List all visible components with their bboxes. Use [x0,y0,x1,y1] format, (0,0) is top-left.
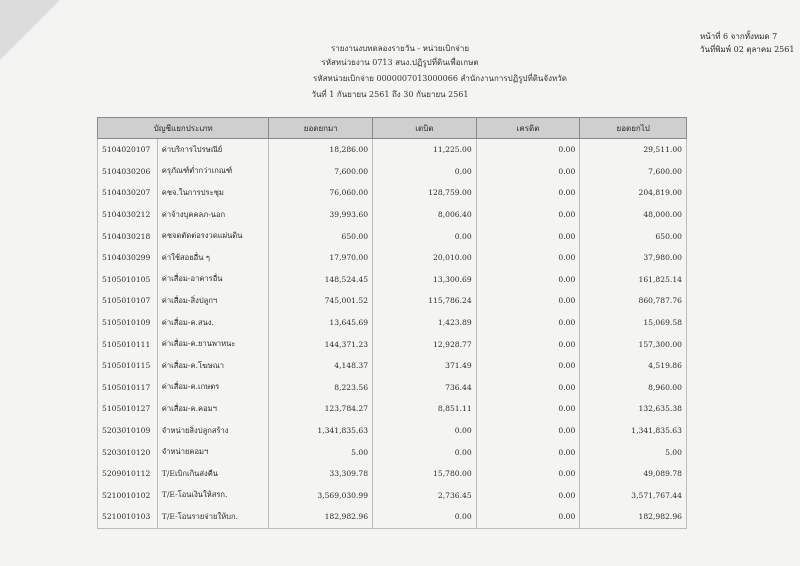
account-code: 5203010109 [98,420,158,442]
table-row [97,225,687,247]
page-number: หน้าที่ 6 จากทั้งหมด 7 [700,32,778,41]
carried-forward-value: 650.00 [655,231,682,241]
account-code: 5105010111 [98,333,158,355]
account-name: ค่าเสื่อม-ค.สนง. [158,312,270,334]
carried-forward-value: 8,960.00 [648,382,682,392]
brought-forward-value: 7,600.00 [269,161,373,183]
debit-value: 8,851.11 [373,398,477,420]
col-carried-forward: ยอดยกไป [616,123,650,133]
account-code: 5209010112 [98,463,158,485]
account-code: 5104030218 [98,225,158,247]
table-body [97,139,687,529]
credit-value: 0.00 [477,204,581,226]
col-brought-forward: ยอดยกมา [269,118,373,138]
table-row [97,441,687,463]
account-name: ครุภัณฑ์ต่ำกว่าเกณฑ์ [158,161,270,183]
credit-value: 0.00 [477,269,581,291]
credit-value: 0.00 [477,398,581,420]
table-row [97,463,687,485]
col-debit: เดบิต [373,118,477,138]
carried-forward-value: 4,519.86 [648,361,682,371]
credit-value: 0.00 [477,290,581,312]
account-code: 5104030207 [98,182,158,204]
credit-value: 0.00 [477,182,581,204]
carried-forward-value: 37,980.00 [643,253,682,263]
credit-value: 0.00 [477,247,581,269]
credit-value: 0.00 [477,377,581,399]
credit-value: 0.00 [477,161,581,183]
account-code: 5104030206 [98,161,158,183]
table-row [97,161,687,183]
debit-value: 13,300.69 [373,269,477,291]
debit-value: 0.00 [373,441,477,463]
carried-forward-value: 204,819.00 [638,188,682,198]
account-code: 5105010109 [98,312,158,334]
brought-forward-value: 148,524.45 [269,269,373,291]
account-code: 5203010120 [98,441,158,463]
table-row [97,290,687,312]
debit-value: 0.00 [373,506,477,528]
carried-forward-value: 182,982.96 [638,512,682,522]
account-name: T/E-โอนรายจ่ายให้บก. [158,506,270,528]
carried-forward-value: 49,089.78 [643,469,682,479]
debit-value: 115,786.24 [373,290,477,312]
credit-value: 0.00 [477,506,581,528]
table-row [97,506,687,529]
table-row [97,485,687,507]
account-name: ค่าเสื่อม-สิ่งปลูกฯ [158,290,270,312]
account-name: ค่าเสื่อม-ค.โฆษณา [158,355,270,377]
account-name: ค่าจ้างบุคคลภ-นอก [158,204,270,226]
credit-value: 0.00 [477,333,581,355]
trial-balance-table [97,117,687,529]
credit-value: 0.00 [477,441,581,463]
carried-forward-value: 1,341,835.63 [631,426,682,436]
account-name: จำหน่ายสิ่งปลูกสร้าง [158,420,270,442]
carried-forward-value: 161,825.14 [638,274,682,284]
account-name: T/E-โอนเงินให้สรก. [158,485,270,507]
account-code: 5210010102 [98,485,158,507]
brought-forward-value: 8,223.56 [269,377,373,399]
account-code: 5105010107 [98,290,158,312]
date-range: วันที่ 1 กันยายน 2561 ถึง 30 กันยายน 2561 [311,90,469,99]
carried-forward-value: 29,511.00 [643,145,682,155]
brought-forward-value: 144,371.23 [269,333,373,355]
account-name: ค่าเสื่อม-ค.คอมฯ [158,398,270,420]
debit-value: 12,928.77 [373,333,477,355]
credit-value: 0.00 [477,355,581,377]
carried-forward-value: 48,000.00 [643,210,682,220]
account-code: 5105010127 [98,398,158,420]
debit-value: 2,736.45 [373,485,477,507]
credit-value: 0.00 [477,463,581,485]
brought-forward-value: 76,060.00 [269,182,373,204]
col-credit: เครดิต [477,118,581,138]
carried-forward-value: 7,600.00 [648,166,682,176]
brought-forward-value: 39,993.60 [269,204,373,226]
account-code: 5105010105 [98,269,158,291]
table-row [97,247,687,269]
account-code: 5104030212 [98,204,158,226]
table-row [97,398,687,420]
brought-forward-value: 33,309.78 [269,463,373,485]
carried-forward-value: 15,069.58 [643,318,682,328]
account-name: ค่าบริการไปรษณีย์ [158,139,270,161]
account-name: คชจ.ในการประชุม [158,182,270,204]
table-row [97,269,687,291]
debit-value: 128,759.00 [373,182,477,204]
debit-value: 20,010.00 [373,247,477,269]
debit-value: 0.00 [373,225,477,247]
table-row [97,182,687,204]
table-row [97,420,687,442]
account-name: ค่าเสื่อม-อาคารอื่น [158,269,270,291]
credit-value: 0.00 [477,485,581,507]
table-row [97,377,687,399]
brought-forward-value: 650.00 [269,225,373,247]
carried-forward-value: 157,300.00 [638,339,682,349]
account-code: 5104020107 [98,139,158,161]
account-code: 5104030299 [98,247,158,269]
table-row [97,312,687,334]
debit-value: 1,423.89 [373,312,477,334]
debit-value: 0.00 [373,420,477,442]
account-name: T/Eเบิกเกินส่งคืน [158,463,270,485]
brought-forward-value: 18,286.00 [269,139,373,161]
unit-code: รหัสหน่วยงาน 0713 สนง.ปฏิรูปที่ดินเพื่อเกษต [321,58,479,67]
account-name: ค่าใช้สอยอื่น ๆ [158,247,270,269]
brought-forward-value: 13,645.69 [269,312,373,334]
credit-value: 0.00 [477,139,581,161]
disbursing-unit: รหัสหน่วยเบิกจ่าย 0000007013000066 สำนักงานการปฏิรูปที่ดินจังหวัด [313,74,567,83]
table-row [97,204,687,226]
credit-value: 0.00 [477,312,581,334]
brought-forward-value: 123,784.27 [269,398,373,420]
credit-value: 0.00 [477,225,581,247]
carried-forward-value: 132,635.38 [638,404,682,414]
account-name: จำหน่ายคอมฯ [158,441,270,463]
report-title: รายงานงบทดลองรายวัน - หน่วยเบิกจ่าย [330,44,470,53]
brought-forward-value: 745,001.52 [269,290,373,312]
carried-forward-value: 3,571,767.44 [631,490,682,500]
brought-forward-value: 4,148.37 [269,355,373,377]
brought-forward-value: 182,982.96 [269,506,373,528]
brought-forward-value: 5.00 [269,441,373,463]
debit-value: 371.49 [373,355,477,377]
debit-value: 15,780.00 [373,463,477,485]
print-date: วันที่พิมพ์ 02 ตุลาคม 2561 [700,45,795,54]
debit-value: 736.44 [373,377,477,399]
account-name: ค่าเสื่อม-ค.ยานพาหนะ [158,333,270,355]
credit-value: 0.00 [477,420,581,442]
account-name: คชจดตัดต่อรงวดแผ่นดิน [158,225,270,247]
account-code: 5210010103 [98,506,158,528]
account-code: 5105010115 [98,355,158,377]
col-account: บัญชีแยกประเภท [98,118,269,138]
debit-value: 11,225.00 [373,139,477,161]
brought-forward-value: 17,970.00 [269,247,373,269]
account-code: 5105010117 [98,377,158,399]
table-row [97,333,687,355]
carried-forward-value: 860,787.76 [638,296,682,306]
debit-value: 0.00 [373,161,477,183]
brought-forward-value: 1,341,835.63 [269,420,373,442]
brought-forward-value: 3,569,030.99 [269,485,373,507]
carried-forward-value: 5.00 [665,447,682,457]
debit-value: 8,006.40 [373,204,477,226]
table-row [97,355,687,377]
table-row [97,139,687,161]
table-header [97,117,687,139]
account-name: ค่าเสื่อม-ค.เกษตร [158,377,270,399]
